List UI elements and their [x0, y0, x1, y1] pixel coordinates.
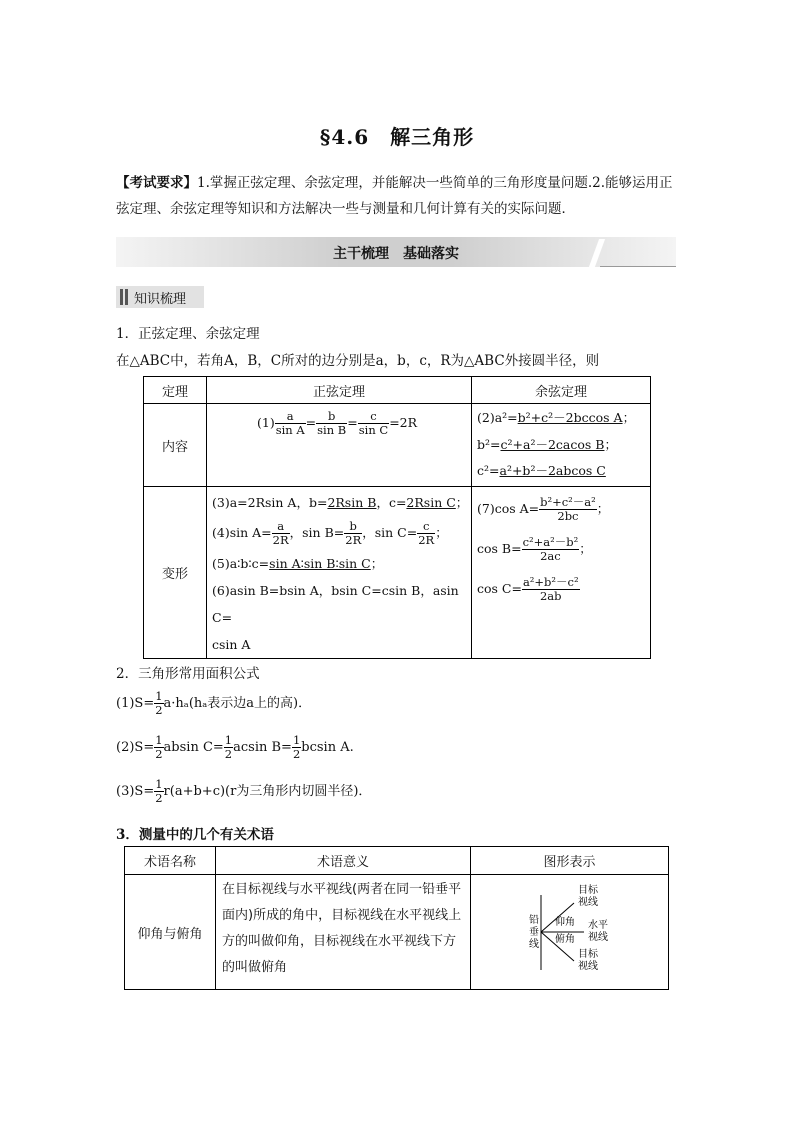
- sine-var-6: (6)asin B=bsin A，bsin C=csin B，asin C=: [212, 583, 459, 625]
- cos-law-3: c²=a²+b²－2abcos C: [477, 463, 606, 478]
- sine-var-5: (5)a∶b∶c=sin A∶sin B∶sin C；: [212, 556, 384, 571]
- cos-var-8: cos B= $\frac{\text{c²+a²－b²}}{2ac}$ ；: [477, 535, 592, 563]
- th-sine: 正弦定理: [207, 377, 472, 404]
- section-1-heading: 1．正弦定理、余弦定理: [116, 326, 260, 342]
- knowledge-tag: [116, 286, 204, 308]
- area-formula-1: (1)S= $\frac{1}{2}$ a·hₐ(hₐ表示边a上的高)．: [116, 689, 312, 717]
- section-1-intro: 在△ABC中，若角A，B，C所对的边分别是a，b，c，R为△ABC外接圆半径，则: [116, 353, 600, 369]
- elevation-depression-diagram: [471, 875, 668, 985]
- term-meaning-cell: 在目标视线与水平视线(两者在同一铅垂平面内)所成的角中，目标视线在水平视线上方的叫做仰角，目标视线在水平视线下方的叫做俯角: [216, 875, 471, 990]
- cosine-variant-cell: [472, 487, 651, 659]
- cosine-content-cell: [472, 404, 651, 487]
- term-figure-cell: [471, 875, 669, 990]
- theorem-table: [143, 376, 651, 659]
- sine-content-cell: [207, 404, 472, 487]
- th-term-meaning: 术语意义: [216, 847, 471, 875]
- cos-var-7: (7)cos A= $\frac{\text{b²+c²－a²}}{2bc}$ ；: [477, 495, 610, 523]
- row-variant-label: 变形: [144, 487, 207, 659]
- row-content-label: 内容: [144, 404, 207, 487]
- banner-text: 主干梳理 基础落实: [333, 246, 459, 262]
- th-term-figure: 图形表示: [471, 847, 669, 875]
- horizontal-label-1: 水平: [588, 920, 608, 931]
- sight-down-label-1: 目标: [578, 949, 598, 960]
- sine-var-3: (3)a=2Rsin A，b=2Rsin B，c=2Rsin C；: [212, 495, 469, 510]
- th-cosine: 余弦定理: [472, 377, 651, 404]
- horizontal-label-2: 视线: [588, 932, 608, 943]
- sight-up-label-1: 目标: [578, 885, 598, 896]
- area-formula-2: (2)S= $\frac{1}{2}$ absin C= $\frac{1}{2}$ acsin B= $\frac{1}{2}$ bcsin A.: [116, 733, 354, 761]
- exam-text-1: 1.掌握正弦定理、余弦定理，并能解决一些简单的三角形度量问题.2.能够运用正: [197, 175, 673, 191]
- vertical-text-3: 线: [529, 939, 539, 950]
- elevation-label: 仰角: [555, 917, 575, 928]
- cos-var-9: cos C= $\frac{\text{a²+b²－c²}}{2ab}$: [477, 575, 579, 603]
- th-term-name: 术语名称: [125, 847, 216, 875]
- cos-law-1: (2)a²=b²+c²－2bccos A；: [477, 410, 636, 425]
- term-name-cell: 仰角与俯角: [125, 875, 216, 990]
- exam-label: 【考试要求】: [116, 175, 197, 191]
- exam-requirements: [116, 170, 682, 222]
- th-theorem: 定理: [144, 377, 207, 404]
- section-banner: [116, 237, 676, 267]
- sine-law: (1) $\frac{a}{\text{sin A}}$ = $\frac{b}{\text{sin B}}$ = $\frac{c}{\text{sin C}}$ =2R: [257, 409, 418, 437]
- cos-law-2: b²=c²+a²－2cacos B；: [477, 436, 617, 452]
- sight-up-label-2: 视线: [578, 897, 598, 908]
- page-title: §4.6 解三角形: [319, 125, 475, 149]
- section-3-heading: 3．测量中的几个有关术语: [116, 827, 274, 843]
- section-2-heading: 2．三角形常用面积公式: [116, 666, 260, 682]
- sine-var-4: (4)sin A= $\frac{a}{2R}$ ，sin B= $\frac{b}{2R}$ ，sin C= $\frac{c}{2R}$ ；: [212, 519, 448, 547]
- area-formula-3: (3)S= $\frac{1}{2}$ r(a+b+c)(r为三角形内切圆半径)．: [116, 777, 372, 805]
- vertical-text-1: 铅: [529, 915, 539, 926]
- exam-text-2: 弦定理、余弦定理等知识和方法解决一些与测量和几何计算有关的实际问题．: [116, 201, 575, 217]
- vertical-text-2: 垂: [529, 927, 539, 938]
- tag-text: 知识梳理: [134, 292, 187, 307]
- depression-label: 俯角: [555, 934, 575, 945]
- terms-table: [124, 846, 669, 990]
- sight-down-label-2: 视线: [578, 961, 598, 972]
- sine-variant-cell: [207, 487, 472, 659]
- sine-var-6b: csin A: [212, 637, 251, 652]
